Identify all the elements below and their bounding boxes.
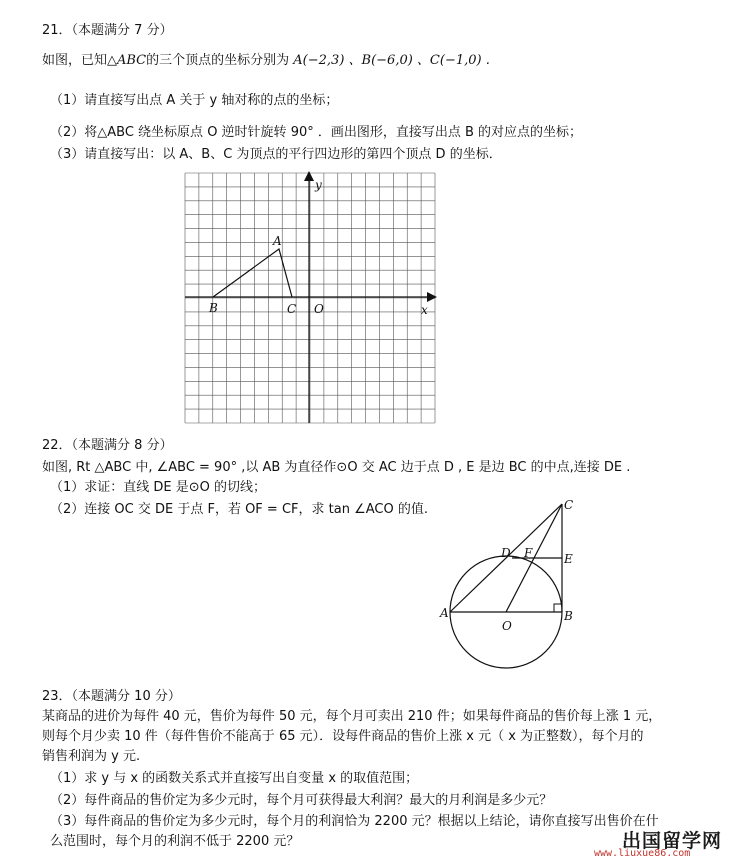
q22-intro: 如图, Rt △ABC 中, ∠ABC = 90° ,以 AB 为直径作⊙O 交 AC 边于点 D , E 是边 BC 的中点,连接 DE . xyxy=(42,460,631,475)
label-f: F xyxy=(524,546,533,560)
q22-part2: （2）连接 OC 交 DE 于点 F，若 OF = CF，求 tan ∠ACO 的值. xyxy=(50,502,428,517)
q21-intro: 如图，已知△ABC的三个顶点的坐标分别为 A(−2,3) 、B(−6,0) 、C(−1,0) . xyxy=(42,53,490,68)
label-e: E xyxy=(564,552,573,566)
label-o: O xyxy=(502,619,512,633)
q23-part3-cont: 么范围时，每个月的利润不低于 2200 元？ xyxy=(50,834,300,849)
q23-part3: （3）每件商品的售价定为多少元时，每个月的利润恰为 2200 元？根据以上结论，请你直接写出售价在什 xyxy=(50,814,659,829)
label-b: B xyxy=(209,301,218,315)
label-a: A xyxy=(440,606,449,620)
q22-header: 22．（本题满分 8 分） xyxy=(42,438,173,453)
x-axis xyxy=(185,292,437,302)
label-a: A xyxy=(273,234,282,248)
label-o: O xyxy=(314,302,324,316)
q23-part1: （1）求 y 与 x 的函数关系式并直接写出自变量 x 的取值范围； xyxy=(50,771,419,786)
label-y: y xyxy=(315,178,322,192)
q21-coordinate-grid xyxy=(175,165,450,430)
q21-part2: （2）将△ABC 绕坐标原点 O 逆时针旋转 90° ．画出图形，直接写出点 B 的对应点的坐标； xyxy=(50,125,583,140)
q21-part1: （1）请直接写出点 A 关于 y 轴对称的点的坐标； xyxy=(50,93,339,108)
q22-part1: （1）求证：直线 DE 是⊙O 的切线； xyxy=(50,480,267,495)
label-c: C xyxy=(287,302,297,316)
q21-header: 21．（本题满分 7 分） xyxy=(42,23,173,38)
q22-circle-figure xyxy=(430,495,580,675)
label-x: x xyxy=(421,303,428,317)
q23-line1: 某商品的进价为每件 40 元，售价为每件 50 元，每个月可卖出 210 件；如果每件商品的售价每上涨 1 元， xyxy=(42,709,662,724)
q23-line2: 则每个月少卖 10 件（每件售价不能高于 65 元）．设每件商品的售价上涨 x 元（ x 为正整数），每个月的 xyxy=(42,729,644,744)
right-angle-mark xyxy=(554,604,562,612)
q23-part2: （2）每件商品的售价定为多少元时，每个月可获得最大利润？最大的月利润是多少元？ xyxy=(50,793,553,808)
q23-line3: 销售利润为 y 元. xyxy=(42,749,141,764)
watermark-logo: 出国留学网 www.liuxue86.com xyxy=(594,830,723,859)
label-b: B xyxy=(564,609,573,623)
q23-header: 23．（本题满分 10 分） xyxy=(42,689,181,704)
label-d: D xyxy=(501,546,511,560)
label-c: C xyxy=(564,498,574,512)
grid-lines xyxy=(185,173,435,423)
q21-part3: （3）请直接写出：以 A、B、C 为顶点的平行四边形的第四个顶点 D 的坐标． xyxy=(50,147,502,162)
